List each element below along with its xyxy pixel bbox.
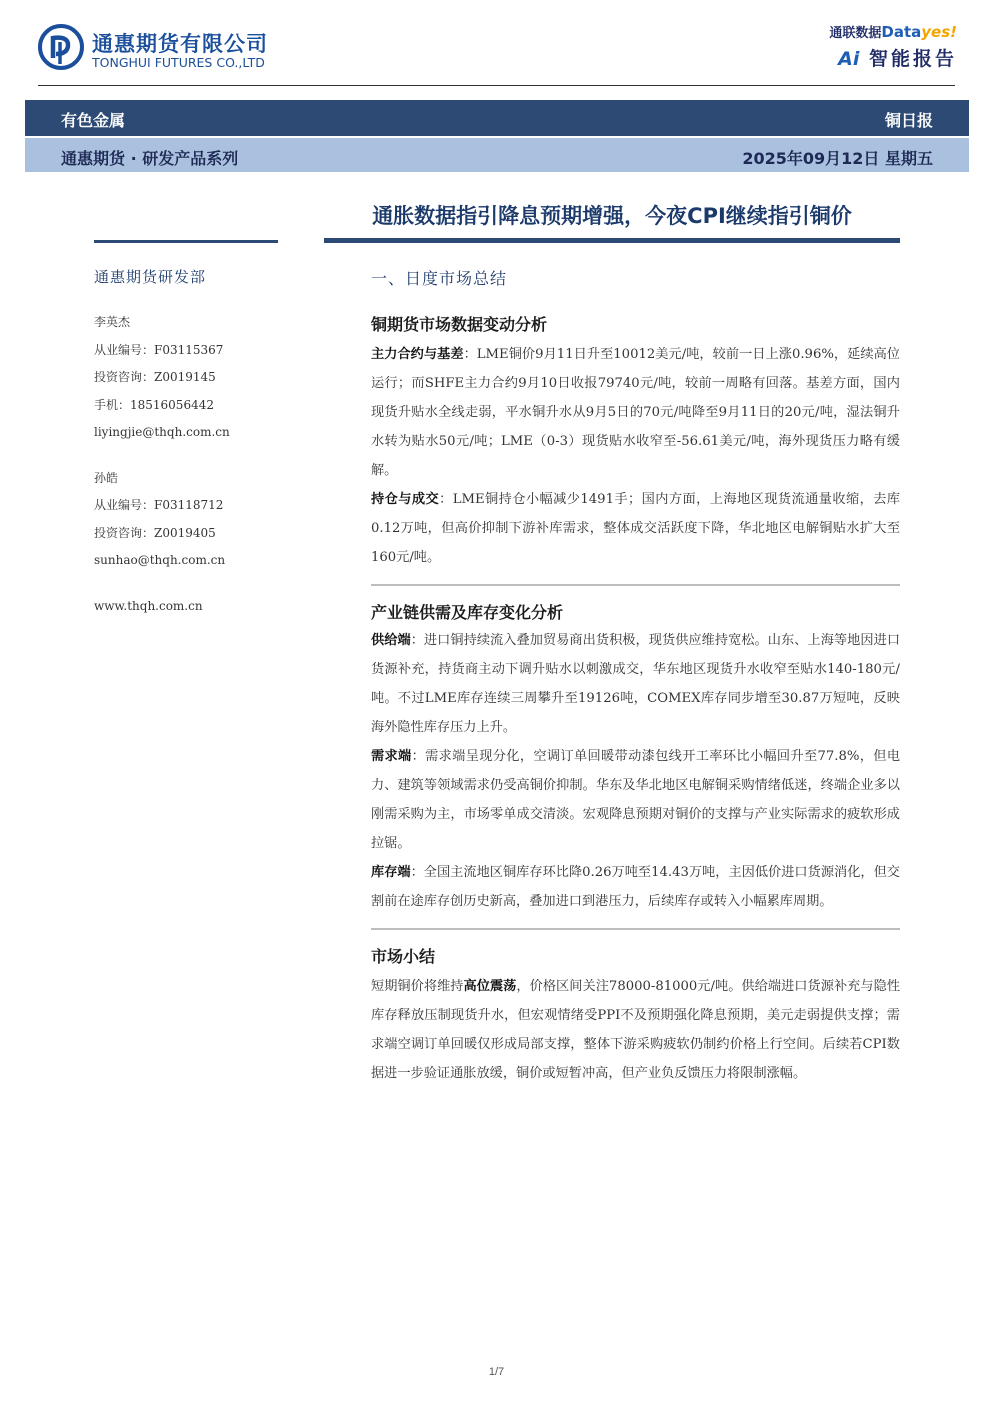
paragraph-text: ：全国主流地区铜库存环比降0.26万吨至14.43万吨，主因低价进口货源消化，但交割前在途库存创历史新高，叠加进口到港压力，后续库存或转入小幅累库周期。 — [371, 865, 900, 909]
analyst-email[interactable]: liyingjie@thqh.com.cn — [94, 425, 230, 439]
partner-data: Data — [881, 23, 922, 41]
analyst-sidebar — [94, 266, 294, 620]
paragraph-label: 持仓与成交 — [371, 492, 440, 507]
paragraph-label: 需求端 — [371, 749, 412, 764]
category-banner — [25, 100, 969, 136]
analyst-license: 从业编号：F03115367 — [94, 342, 224, 357]
category-label: 有色金属 — [61, 111, 126, 130]
sidebar-divider — [94, 240, 278, 243]
section-divider — [371, 928, 900, 930]
report-date: 2025年09月12日 星期五 — [742, 149, 933, 168]
page-number: 1/7 — [488, 1366, 505, 1378]
subsection-title: 产业链供需及库存变化分析 — [371, 603, 564, 622]
paragraph — [371, 742, 900, 858]
paragraph-label: 库存端 — [371, 865, 411, 880]
report-body — [371, 266, 900, 1088]
emphasis-text: 高位震荡 — [463, 979, 517, 994]
ai-report-mark — [787, 44, 957, 71]
company-name-en: TONGHUI FUTURES CO.,LTD — [92, 55, 265, 70]
paragraph-label: 主力合约与基差 — [371, 347, 464, 362]
paragraph — [371, 858, 900, 916]
partner-logo — [787, 22, 957, 74]
paragraph-text: ：LME铜持仓小幅减少1491手；国内方面，上海地区现货流通量收缩，去库0.12万吨，但高价抑制下游补库需求，整体成交活跃度下降，华北地区电解铜贴水扩大至160元/吨。 — [371, 492, 900, 565]
analyst-license: 从业编号：F03118712 — [94, 498, 224, 512]
title-divider — [324, 238, 900, 243]
header-divider — [38, 85, 955, 86]
datayes-logo — [787, 22, 957, 41]
partner-cn: 通联数据 — [829, 26, 882, 41]
paragraph-text: 短期铜价将维持 — [371, 979, 464, 994]
paragraph-text: ：需求端呈现分化，空调订单回暖带动漆包线开工率环比小幅回升至77.8%，但电力、建筑等领域需求仍受高铜价抑制。华东及华北地区电解铜采购情绪低迷，终端企业多以刚需采购为主，市场零单成交清淡。宏观降息预期对铜价的支撑与产业实际需求的疲软形成拉锯。 — [371, 749, 901, 851]
company-name: 通惠期货有限公司 — [92, 32, 268, 56]
report-type-label: 铜日报 — [884, 111, 933, 130]
company-logo — [38, 24, 298, 74]
ai-report-label: 智能报告 — [868, 48, 957, 70]
paragraph — [371, 972, 900, 1088]
analyst-advisory: 投资咨询：Z0019145 — [94, 370, 216, 384]
analyst-advisory: 投资咨询：Z0019405 — [94, 525, 216, 540]
ai-mark: Ai — [838, 48, 860, 70]
series-label: 通惠期货 · 研发产品系列 — [61, 149, 239, 168]
paragraph-label: 供给端 — [371, 633, 411, 648]
partner-yes: yes! — [921, 23, 957, 41]
subsection-title: 市场小结 — [371, 947, 436, 966]
analyst-name: 孙皓 — [94, 470, 119, 485]
paragraph — [371, 485, 900, 572]
analyst-email[interactable]: sunhao@thqh.com.cn — [94, 553, 226, 567]
paragraph — [371, 626, 900, 742]
subsection-title: 铜期货市场数据变动分析 — [371, 315, 548, 334]
analyst-name: 李英杰 — [94, 315, 131, 329]
paragraph-text: ：进口铜持续流入叠加贸易商出货积极，现货供应维持宽松。山东、上海等地因进口货源补充，持货商主动下调升贴水以刺激成交，华东地区现货升水收窄至贴水140-180元/吨。不过LME库存连续三周攀升至19126吨，COMEX库存同步增至30.87万短吨，反映海外隐性库存压力上升。 — [371, 633, 901, 735]
website-link[interactable]: www.thqh.com.cn — [94, 598, 203, 613]
department-name: 通惠期货研发部 — [94, 268, 207, 286]
company-logo-icon — [38, 24, 84, 70]
paragraph-text: ：LME铜价9月11日升至10012美元/吨，较前一日上涨0.96%，延续高位运行；而SHFE主力合约9月10日收报79740元/吨，较前一周略有回落。基差方面，国内现货升贴水全线走弱，平水铜升水从9月5日的70元/吨降至9月11日的20元/吨，湿法铜升水转为贴水50元/吨；LME（0-3）现货贴水收窄至-56.61美元/吨，海外现货压力略有缓解。 — [371, 347, 900, 478]
analyst-phone: 手机：18516056442 — [94, 397, 214, 412]
series-banner — [25, 138, 969, 172]
paragraph — [371, 340, 900, 485]
section-heading: 一、日度市场总结 — [371, 269, 508, 288]
section-divider — [371, 584, 900, 586]
paragraph-text: ，价格区间关注78000-81000元/吨。供给端进口货源补充与隐性库存释放压制现货升水，但宏观情绪受PPI不及预期强化降息预期，美元走弱提供支撑；需求端空调订单回暖仅形成局部支撑，整体下游采购疲软仍制约价格上行空间。后续若CPI数据进一步验证通胀放缓，铜价或短暂冲高，但产业负反馈压力将限制涨幅。 — [371, 979, 901, 1081]
report-title: 通胀数据指引降息预期增强，今夜CPI继续指引铜价 — [372, 204, 852, 228]
